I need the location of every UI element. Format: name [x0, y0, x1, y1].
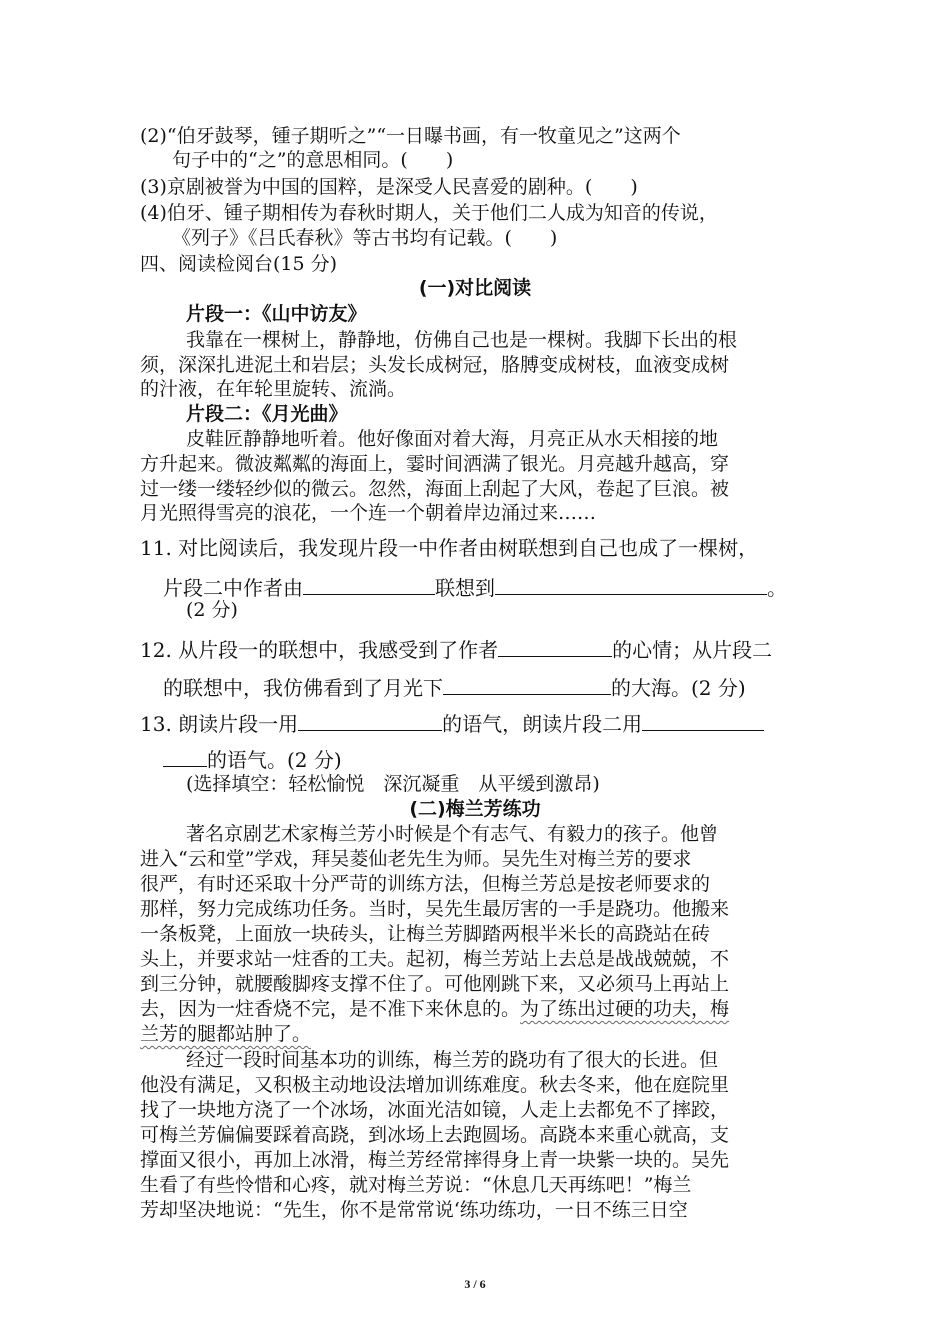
passage-line: 那样，努力完成练功任务。当时，吴先生最厉害的一手是跷功。他搬来 — [140, 898, 730, 920]
question-11-score: (2 分) — [186, 599, 238, 621]
passage-line: 芳却坚决地说：“先生，你不是常常说‘练功练功，一日不练三日空 — [140, 1199, 688, 1221]
judge-q4-line2: 《列子》《吕氏春秋》等古书均有记载。( ) — [172, 227, 558, 249]
judge-q2-line2: 句子中的“之”的意思相同。( ) — [172, 149, 454, 171]
q11-text-b: 联想到 — [435, 576, 495, 600]
q13-blank-2-end[interactable] — [163, 746, 207, 767]
q12-text-b: 的心情；从片段二 — [612, 638, 773, 662]
part2-title: (二)梅兰芳练功 — [409, 798, 541, 820]
wavy-underlined-sentence-end: 兰芳的腿都站肿了。 — [140, 1023, 312, 1045]
q13-blank-2-start[interactable] — [642, 710, 764, 731]
q12-text-c: 的联想中，我仿佛看到了月光下 — [163, 676, 443, 700]
question-13-line1 — [140, 710, 764, 736]
passage-text: 去，因为一炷香烧不完，是不准下来休息的。 — [140, 998, 521, 1020]
q12-text-d: 的大海。(2 分) — [611, 676, 746, 700]
fragment2-line: 皮鞋匠静静地听着。他好像面对着大海，月亮正从水天相接的地 — [186, 428, 719, 450]
question-13-line2 — [163, 746, 342, 772]
judge-q4-line1: (4)伯牙、锺子期相传为春秋时期人，关于他们二人成为知音的传说， — [140, 202, 718, 224]
passage-line: 生看了有些怜惜和心疼，就对梅兰芳说：“休息几天再练吧！”梅兰 — [140, 1174, 692, 1196]
q11-text-a: 片段二中作者由 — [163, 576, 303, 600]
passage-line: 撑面又很小，再加上冰滑，梅兰芳经常摔得身上青一块紫一块的。吴先 — [140, 1149, 730, 1171]
q12-blank-1[interactable] — [498, 636, 612, 657]
passage-line: 进入“云和堂”学戏，拜吴菱仙老先生为师。吴先生对梅兰芳的要求 — [140, 848, 692, 870]
question-11-line2 — [163, 574, 787, 600]
fragment1-line: 的汁液，在年轮里旋转、流淌。 — [140, 378, 407, 400]
q12-text-a: 12. 从片段一的联想中，我感受到了作者 — [140, 638, 499, 662]
question-13-options: (选择填空：轻松愉悦 深沉凝重 从平缓到激昂) — [186, 773, 600, 795]
q12-blank-2[interactable] — [443, 674, 611, 695]
wavy-underlined-sentence: 为了练出过硬的功夫，梅 — [520, 998, 730, 1020]
judge-q2-line1: (2)“伯牙鼓琴，锺子期听之”“一日曝书画，有一牧童见之”这两个 — [140, 125, 681, 147]
q13-text-b: 的语气，朗读片段二用 — [442, 712, 643, 736]
passage-line: 一条板凳，上面放一块砖头，让梅兰芳脚踏两根半米长的高跷站在砖 — [140, 923, 711, 945]
q11-blank-1[interactable] — [303, 574, 435, 595]
fragment2-line: 方升起来。微波粼粼的海面上，霎时间洒满了银光。月亮越升越高，穿 — [140, 453, 730, 475]
q11-text-c: 。 — [767, 576, 787, 600]
question-11-line1: 11. 对比阅读后，我发现片段一中作者由树联想到自己也成了一棵树， — [140, 536, 759, 560]
q13-text-c: 的语气。(2 分) — [207, 748, 342, 772]
passage-line: 著名京剧艺术家梅兰芳小时候是个有志气、有毅力的孩子。他曾 — [186, 823, 719, 845]
fragment2-line: 过一缕一缕轻纱似的微云。忽然，海面上刮起了大风，卷起了巨浪。被 — [140, 478, 730, 500]
passage-line: 到三分钟，就腰酸脚疼支撑不住了。可他刚跳下来，又必须马上再站上 — [140, 973, 730, 995]
q13-text-a: 13. 朗读片段一用 — [140, 712, 299, 736]
question-12-line1 — [140, 636, 772, 662]
fragment1-line: 须，深深扎进泥土和岩层；头发长成树冠，胳膊变成树枝，血液变成树 — [140, 354, 730, 376]
passage-line: 可梅兰芳偏偏要踩着高跷，到冰场上去跑圆场。高跷本来重心就高，支 — [140, 1124, 730, 1146]
part1-title: (一)对比阅读 — [418, 277, 532, 299]
fragment1-line: 我靠在一棵树上，静静地，仿佛自己也是一棵树。我脚下长出的根 — [186, 329, 738, 351]
fragment1-title: 片段一：《山中访友》 — [186, 303, 367, 325]
fragment2-line: 月光照得雪亮的浪花，一个连一个朝着岸边涌过来…… — [140, 502, 597, 524]
question-12-line2 — [163, 674, 746, 700]
passage-line — [140, 1022, 311, 1046]
fragment2-title: 片段二：《月光曲》 — [186, 403, 348, 425]
section4-title: 四、阅读检阅台(15 分) — [140, 253, 338, 275]
passage-line: 经过一段时间基本功的训练，梅兰芳的跷功有了很大的长进。但 — [186, 1049, 719, 1071]
q11-blank-2[interactable] — [495, 574, 767, 595]
q13-blank-1[interactable] — [298, 710, 442, 731]
passage-line: 头上，并要求站一炷香的工夫。起初，梅兰芳站上去总是战战兢兢，不 — [140, 948, 730, 970]
passage-line: 找了一块地方浇了一个冰场，冰面光洁如镜，人走上去都免不了摔跤， — [140, 1099, 730, 1121]
passage-line — [140, 997, 729, 1021]
passage-line: 他没有满足，又积极主动地设法增加训练难度。秋去冬来，他在庭院里 — [140, 1074, 730, 1096]
judge-q3: (3)京剧被誉为中国的国粹，是深受人民喜爱的剧种。( ) — [140, 176, 638, 198]
page-number: 3 / 6 — [464, 1277, 486, 1291]
passage-line: 很严，有时还采取十分严苛的训练方法，但梅兰芳总是按老师要求的 — [140, 873, 711, 895]
